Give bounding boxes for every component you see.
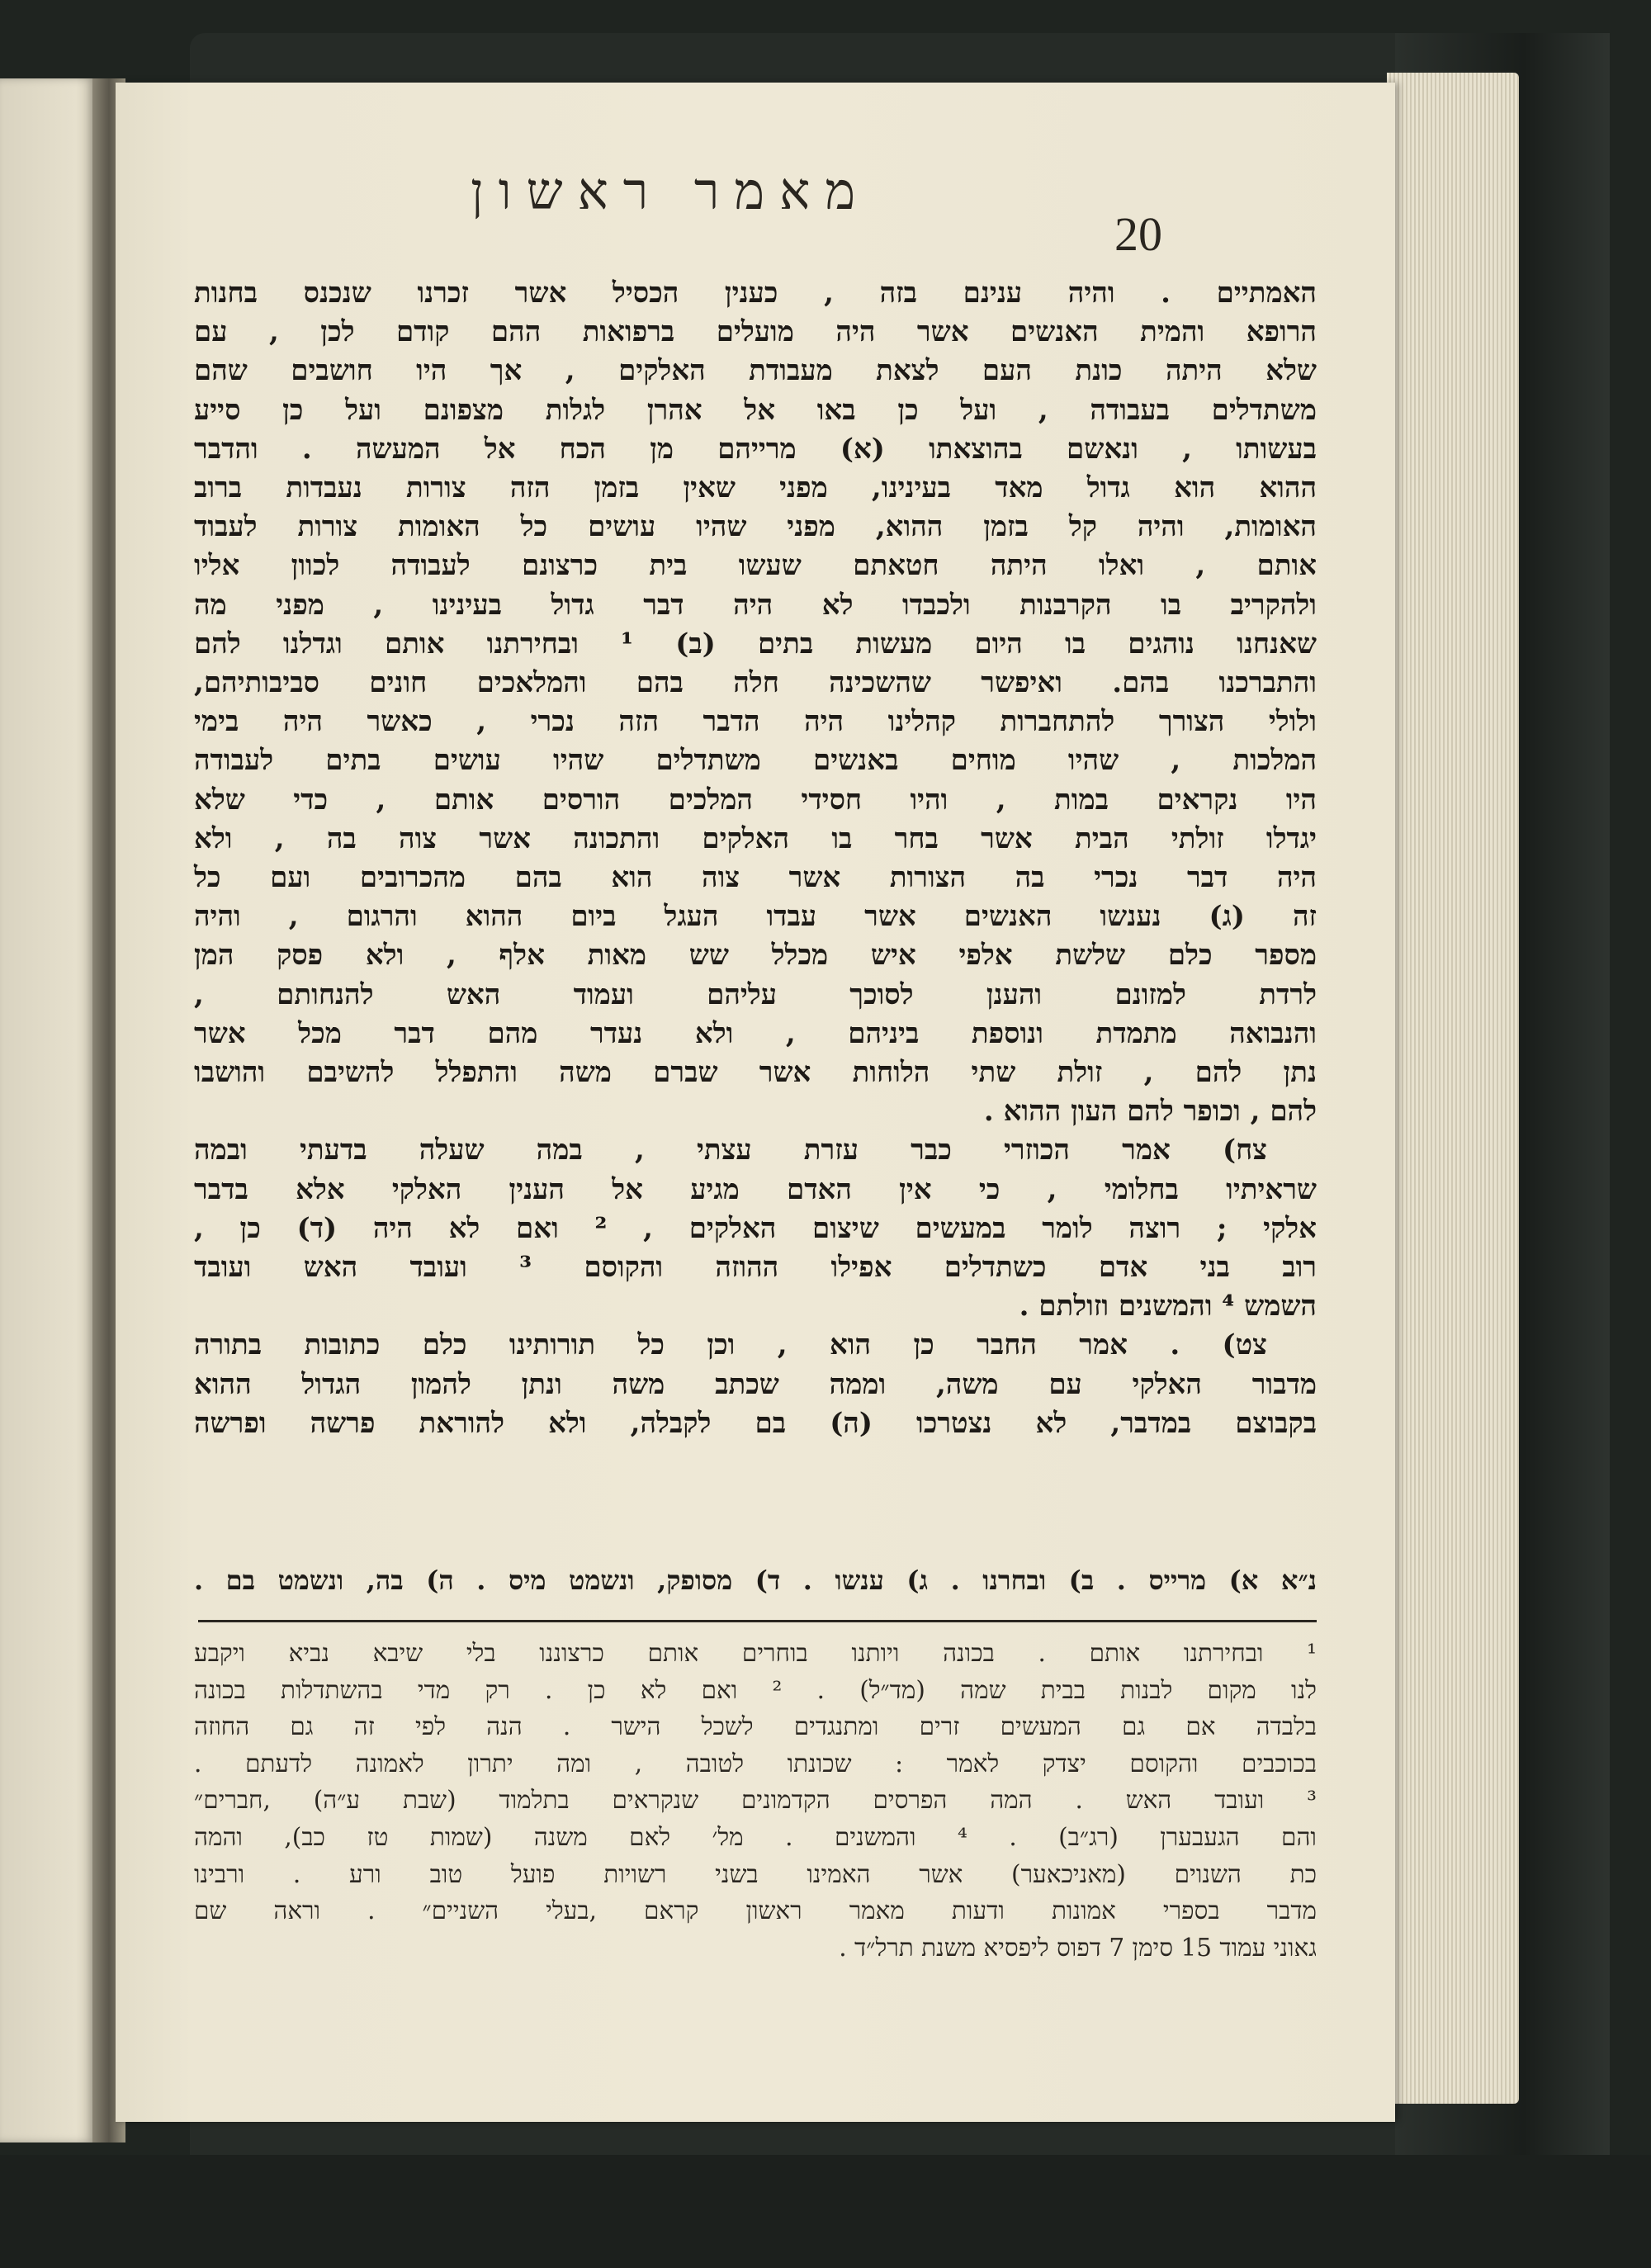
variant-readings: נ״א א) מרייס . ב) ובחרנו . ג) ענשו . ד) מסופק, ונשמט מיס . ה) בה, ונשמט בם . (194, 1565, 1317, 1596)
section-98-line: רוב בני אדם כשתדלים אפילו ההוזה והקוסם ³ ועובד האש ועובד (194, 1251, 1317, 1285)
body-line: היו נקראים במות , והיו חסידי המלכים הורסים אותם , כדי שלא (194, 783, 1317, 817)
page-edges (1387, 73, 1519, 2104)
left-facing-page (0, 78, 95, 2143)
section-99-line: מדבור האלקי עם משה, וממה שכתב משה ונתן להמון הגדול ההוא (194, 1367, 1317, 1401)
page-number: 20 (1114, 207, 1162, 261)
section-98-line: צח) אמר הכוזרי כבר עזרת עצתי , במה שעלה בדעתי ובמה (194, 1134, 1267, 1167)
running-title: מאמר ראשון (471, 161, 871, 221)
footnotes (194, 1635, 1317, 1966)
section-98-line: שראיתיו בחלומי , כי אין האדם מגיע אל הענין האלקי אלא בדבר (194, 1172, 1317, 1206)
footnote-line: והם הגעבערן (רג״ב) . ⁴ והמשנים . מל׳ לאם משנה (שמות טז כב), והמה (194, 1822, 1317, 1851)
body-line: האומות, והיה קל בזמן ההוא, מפני שהיו עושים כל האומות צורות לעבוד (194, 510, 1317, 544)
body-line: נתן להם , זולת שתי הלוחות אשר שברם משה והתפלל להשיבם והושבו (194, 1056, 1317, 1090)
body-line: והתברכנו בהם. ואיפשר שהשכינה חלה בהם והמלאכים חונים סביבותיהם, (194, 666, 1317, 700)
footnote-line: ¹ ובחירתנו אותם . בכונה ויותנו בוחרים אותם כרצוננו בלי שיבא נביא ויקבע (194, 1639, 1317, 1667)
body-line: משתדלים בעבודה , ועל כן באו אל אהרן לגלות מצפונם ועל כן סייע (194, 393, 1317, 427)
main-text (194, 274, 1317, 1443)
section-98-line: השמש ⁴ והמשנים וזולתם . (1019, 1290, 1317, 1323)
body-line: שלא היתה כונת העם לצאת מעבודת האלקים , אך היו חושבים שהם (194, 354, 1317, 388)
body-line: ולהקריב בו הקרבנות ולכבדו לא היה דבר גדול בעינינו , מפני מה (194, 588, 1317, 622)
body-line: מספר כלם שלשת אלפי איש מכלל שש מאות אלף , ולא פסק המן (194, 939, 1317, 973)
book-page (116, 83, 1395, 2122)
section-99-line: בקבוצם במדבר, לא נצטרכו (ה) בם לקבלה, ולא להוראת פרשה ופרשה (194, 1406, 1317, 1440)
footnote-line: גאוני עמוד 15 סימן 7 דפוס ליפסיא משנת תרל״ד . (839, 1933, 1317, 1962)
body-line: היה דבר נכרי בה הצורות אשר צוה הוא בהם מהכרובים ועם כל (194, 861, 1317, 895)
section-99-line: צט) . אמר החבר כן הוא , וכן כל תורותינו כלם כתובות בתורה (194, 1328, 1267, 1362)
body-line: ההוא הוא גדול מאד בעינינו, מפני שאין בזמן הזה צורות נעבדות ברוב (194, 471, 1317, 505)
footnote-line: כת השנוים (מאניכאער) אשר האמינו בשני רשויות פועל טוב ורע . ורבינו (194, 1859, 1317, 1888)
body-line: בעשותו , ונאשם בהוצאתו (א) מרייהם מן הכח אל המעשה . והדבר (194, 432, 1317, 466)
body-line: הרופא והמית האנשים אשר היה מועלים ברפואות ההם קודם לכן , עם (194, 315, 1317, 349)
body-line: שאנחנו נוהגים בו היום מעשות בתים (ב) ¹ ובחירתנו אותם וגדלנו להם (194, 627, 1317, 661)
footnote-divider (198, 1620, 1317, 1622)
body-line: זה (ג) נענשו האנשים אשר עבדו העגל ביום ההוא והרגום , והיה (194, 900, 1317, 934)
body-line: אותם , ואלו היתה חטאתם שעשו בית כרצונם לעבודה לכוון אליו (194, 549, 1317, 583)
body-line: האמתיים . והיה ענינם בזה , כענין הכסיל אשר זכרנו שנכנס בחנות (194, 277, 1317, 310)
cover-bottom-edge (0, 2155, 1651, 2268)
footnote-line: בלבדה אם גם המעשים זרים ומתנגדים לשכל הישר . הנה לפי זה גם החוזה (194, 1712, 1317, 1741)
section-98-line: אלקי ; רוצה לומר במעשים שיצום האלקים , ² ואם לא היה (ד) כן , (194, 1211, 1317, 1245)
body-line: להם , וכופר להם העון ההוא . (983, 1095, 1317, 1129)
body-line: לרדת למזונם והענן לסוכך עליהם ועמוד האש להנחותם , (194, 978, 1317, 1011)
body-line: והנבואה מתמדת ונוספת ביניהם , ולא נעדר מהם דבר מכל אשר (194, 1016, 1317, 1050)
body-line: ולולי הצורך להתחברות קהלינו היה הדבר הזה נכרי , כאשר היה בימי (194, 705, 1317, 739)
body-line: המלכות , שהיו מוחים באנשים משתדלים שהיו עושים בתים לעבודה (194, 744, 1317, 778)
footnote-line: מדבר בספרי אמונות ודעות מאמר ראשון קראם ,בעלי השניים״ . וראה שם (194, 1896, 1317, 1925)
footnote-line: ³ ועובד האש . המה הפרסים הקדמונים שנקראים בתלמוד (שבת ע״ה) ,חברים״ (194, 1786, 1317, 1815)
footnote-line: לנו מקום לבנות בבית שמה (מד״ל) . ² ואם לא כן . רק מדי בהשתדלות בכונה (194, 1675, 1317, 1704)
footnote-line: בכוכבים והקוסם יצדק לאמר : שכונתו לטובה , ומה יתרון לאמונה לדעתם . (194, 1749, 1317, 1778)
body-line: יגדלו זולתי הבית אשר בחר בו האלקים והתכונה אשר צוה בה , ולא (194, 821, 1317, 855)
